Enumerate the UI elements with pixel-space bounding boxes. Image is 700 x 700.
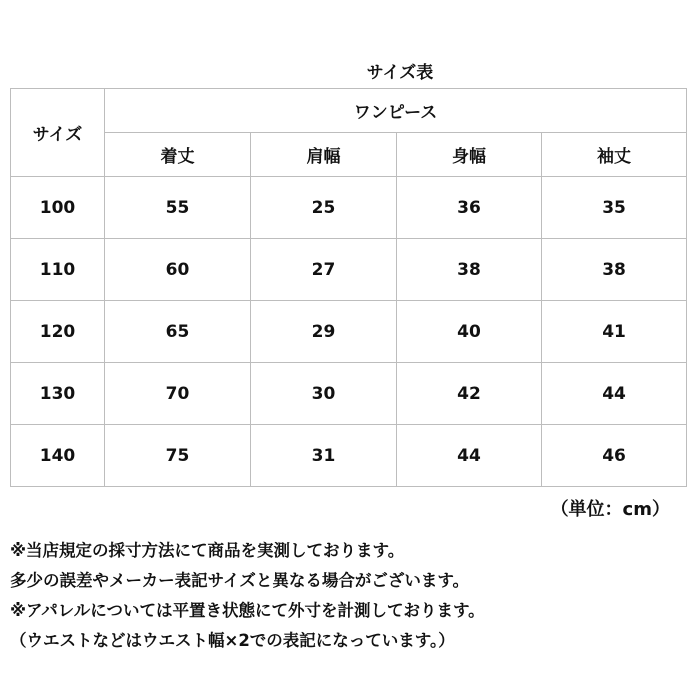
note-line: （ウエストなどはウエスト幅×2での表記になっています。） [10,631,455,650]
table-row [11,363,687,425]
value-cell: 44 [542,363,687,425]
value-cell: 29 [251,301,397,363]
column-header: 袖丈 [542,133,687,177]
value-cell: 30 [251,363,397,425]
value-cell: 38 [542,239,687,301]
notes [10,536,700,656]
value-cell: 25 [251,177,397,239]
value-cell: 41 [542,301,687,363]
size-cell: 110 [11,239,105,301]
value-cell: 40 [397,301,542,363]
value-cell: 55 [105,177,251,239]
value-cell: 60 [105,239,251,301]
size-cell: 100 [11,177,105,239]
value-cell: 70 [105,363,251,425]
value-cell: 31 [251,425,397,487]
size-cell: 120 [11,301,105,363]
column-header: 身幅 [397,133,542,177]
value-cell: 42 [397,363,542,425]
size-cell: 140 [11,425,105,487]
note-line: 多少の誤差やメーカー表記サイズと異なる場合がございます。 [10,571,470,590]
value-cell: 65 [105,301,251,363]
value-cell: 35 [542,177,687,239]
group-header: ワンピース [105,89,687,133]
value-cell: 75 [105,425,251,487]
table-row [11,425,687,487]
column-header: 着丈 [105,133,251,177]
value-cell: 27 [251,239,397,301]
size-table [10,88,687,487]
value-cell: 44 [397,425,542,487]
table-row [11,301,687,363]
page-title: サイズ表 [366,63,434,83]
size-cell: 130 [11,363,105,425]
table-row [11,177,687,239]
size-header: サイズ [11,89,105,177]
table-row [11,239,687,301]
unit-label: （単位：cm） [550,499,670,520]
value-cell: 38 [397,239,542,301]
note-line: ※アパレルについては平置き状態にて外寸を計測しております。 [10,601,485,620]
note-line: ※当店規定の採寸方法にて商品を実測しております。 [10,541,405,560]
value-cell: 46 [542,425,687,487]
value-cell: 36 [397,177,542,239]
column-header: 肩幅 [251,133,397,177]
